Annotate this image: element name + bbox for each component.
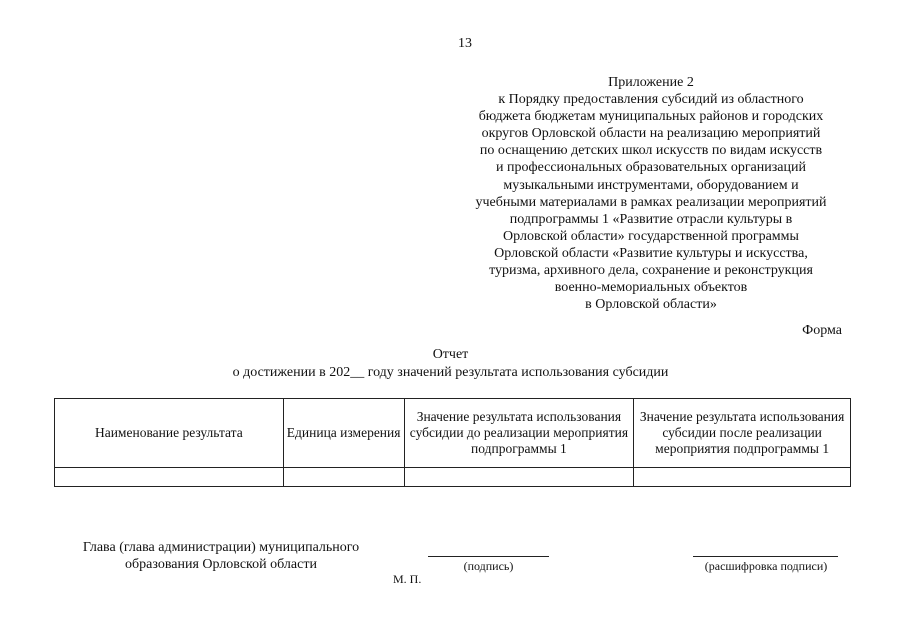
page-number: 13: [458, 36, 472, 51]
appendix-line: Орловской области «Развитие культуры и искусства,: [494, 245, 808, 261]
appendix-line: округов Орловской области на реализацию мероприятий: [481, 126, 821, 142]
appendix-line: туризма, архивного дела, сохранение и реконструкция: [489, 263, 813, 279]
column-header-value-before: Значение результата использования субсидии до реализации мероприятия подпрограммы 1: [404, 399, 634, 468]
signatory-position-line: Глава (глава администрации) муниципального: [82, 540, 360, 555]
signature-decoding-line[interactable]: [693, 556, 838, 557]
appendix-line: по оснащению детских школ искусств по видам искусств: [479, 143, 823, 159]
appendix-line: учебными материалами в рамках реализации мероприятий: [475, 194, 827, 210]
column-header-result-name: Наименование результата: [55, 399, 284, 468]
form-label: Форма: [802, 323, 842, 338]
column-header-value-after: Значение результата использования субсидии после реализации мероприятия подпрограммы 1: [634, 399, 851, 468]
appendix-line: бюджета бюджетам муниципальных районов и городских: [478, 109, 824, 125]
appendix-line: военно-мемориальных объектов: [554, 280, 748, 296]
appendix-line: музыкальными инструментами, оборудованием и: [503, 177, 799, 193]
report-subtitle: о достижении в 202__ году значений результата использования субсидии: [232, 365, 669, 380]
table-header-row: [55, 399, 851, 468]
appendix-line: подпрограммы 1 «Развитие отрасли культуры в: [509, 211, 793, 227]
signature-caption: (подпись): [463, 559, 514, 573]
appendix-line: к Порядку предоставления субсидий из областного: [498, 92, 804, 108]
seal-placeholder: М. П.: [393, 572, 422, 586]
results-table: [54, 398, 851, 487]
table-cell[interactable]: [55, 468, 284, 487]
appendix-line: Приложение 2: [608, 75, 694, 90]
appendix-line: в Орловской области»: [585, 297, 717, 313]
table-cell[interactable]: [283, 468, 404, 487]
table-cell[interactable]: [634, 468, 851, 487]
appendix-line: Орловской области» государственной программы: [503, 228, 799, 244]
signature-line[interactable]: [428, 556, 549, 557]
appendix-line: и профессиональных образовательных организаций: [496, 160, 806, 176]
signatory-position: [56, 539, 386, 573]
signature-decoding-caption: (расшифровка подписи): [704, 559, 828, 573]
signatory-position-line: образования Орловской области: [125, 557, 317, 572]
table-row: [55, 468, 851, 487]
report-title: Отчет: [432, 347, 469, 362]
appendix-header: [436, 74, 866, 313]
table-cell[interactable]: [404, 468, 634, 487]
column-header-unit: Единица измерения: [283, 399, 404, 468]
